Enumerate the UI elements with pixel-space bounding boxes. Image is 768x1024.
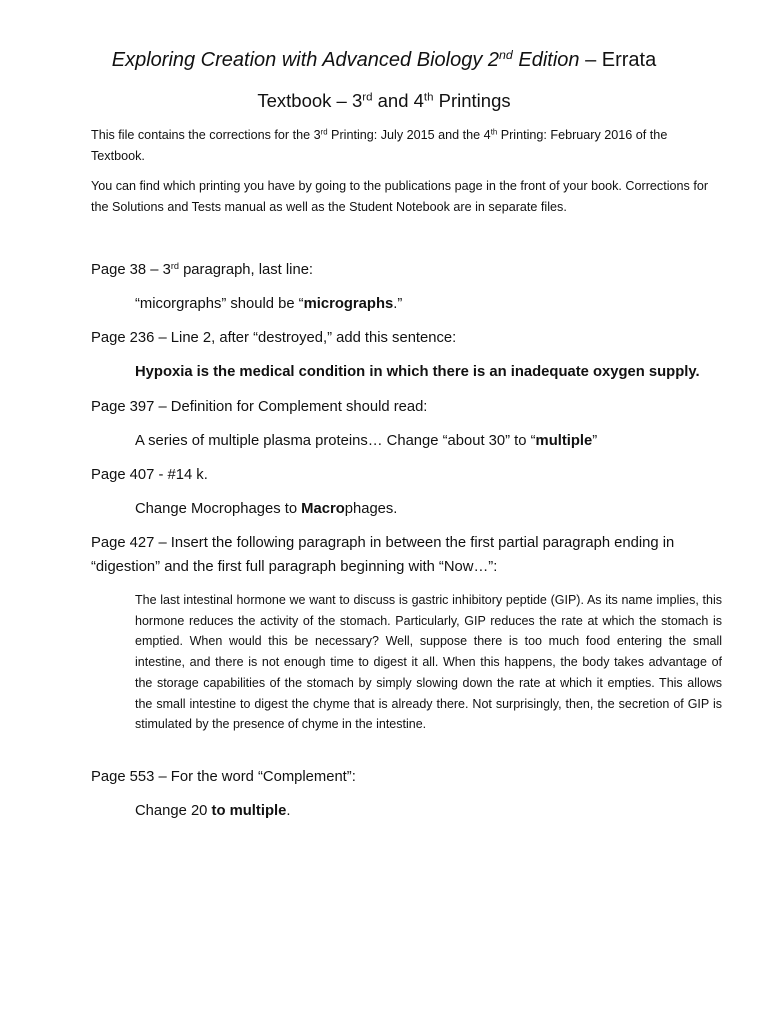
e6-body-a: Change 20 [135,803,212,819]
document-title [0,47,768,73]
erratum-heading-page-407: Page 407 - #14 k. [91,467,208,483]
erratum-heading-page-427: Page 427 – Insert the following paragraph in between the first partial paragraph ending in “digestion” and the first full paragraph beginning with “Now…”: [91,535,675,575]
intro1-text-b: Printing: July 2015 and the 4 [327,128,491,142]
e1-head-b: paragraph, last line: [178,262,314,278]
erratum-heading-page-397: Page 397 – Definition for Complement should read: [91,399,428,415]
title-suffix: – Errata [579,49,657,71]
title-main-text: Exploring Creation with Advanced Biology 2 [111,49,500,71]
e1-body-a: “micorgraphs” should be “ [135,296,304,312]
e4-body-a: Change Mocrophages to [135,501,302,517]
e6-body-bold-to: to [211,803,226,819]
subtitle-sup2: th [423,91,434,104]
e1-body-b: .” [393,296,403,312]
e1-head-a: Page 38 – 3 [91,262,171,278]
intro1-text-a: This file contains the corrections for the 3 [91,128,321,142]
erratum-heading-page-236: Page 236 – Line 2, after “destroyed,” add this sentence: [91,330,457,346]
e1-body-bold: micrographs [303,296,394,312]
erratum-body-page-553 [135,800,735,822]
e3-body-a: A series of multiple plasma proteins… Change “about 30” to “ [135,433,536,449]
title-tail-text: Edition [512,49,580,71]
subtitle-part3: Printings [433,90,511,111]
erratum-body-page-407 [135,498,735,520]
e6-body-b: . [286,803,291,819]
subtitle-sup1: rd [362,91,373,104]
intro1-sup1: rd [320,127,328,137]
title-italic [112,49,580,71]
intro-paragraph-1 [91,125,721,166]
title-superscript: nd [499,48,513,63]
erratum-heading-page-553: Page 553 – For the word “Complement”: [91,769,356,785]
e1-head-sup: rd [170,260,179,271]
erratum-heading-page-38 [91,259,731,281]
e6-body-bold: multiple [229,803,287,819]
intro1-text-c: Printing: February 2016 of the Textbook. [91,128,668,163]
intro1-sup2: th [490,127,498,137]
erratum-body-page-397 [135,430,735,452]
e2-body-bold: Hypoxia is the medical condition in which there is an inadequate oxygen supply. [135,364,700,380]
e4-body-bold: Macro [301,501,345,517]
subtitle-part1: Textbook – 3 [257,90,363,111]
intro-paragraph-2: You can find which printing you have by going to the publications page in the front of your book. Corrections for the Solutions and Tests manual as well as the Student Notebook are in separate files. [91,179,709,214]
erratum-body-page-38 [135,293,735,315]
document-subtitle [0,89,768,113]
subtitle-part2: and 4 [372,90,424,111]
e3-body-bold: multiple [535,433,593,449]
e4-body-b: phages. [344,501,398,517]
erratum-inserted-paragraph-page-427: The last intestinal hormone we want to discuss is gastric inhibitory peptide (GIP). As its name implies, this hormone reduces the activity of the stomach. Particularly, GIP reduces the rate at which the stomach is emptied. When would this be necessary? Well, suppose there is too much food entering the small intestine, and there is not enough time to digest it all. When this happens, the body takes advantage of the storage capabilities of the stomach by simply slowing down the rate at which it empties. This allows the small intestine to digest the chyme that is already there. Not surprisingly, then, the secretion of GIP is stimulated by the presence of chyme in the intestine. [135,593,722,732]
e3-body-b: ” [592,433,598,449]
erratum-body-page-236 [135,361,735,383]
